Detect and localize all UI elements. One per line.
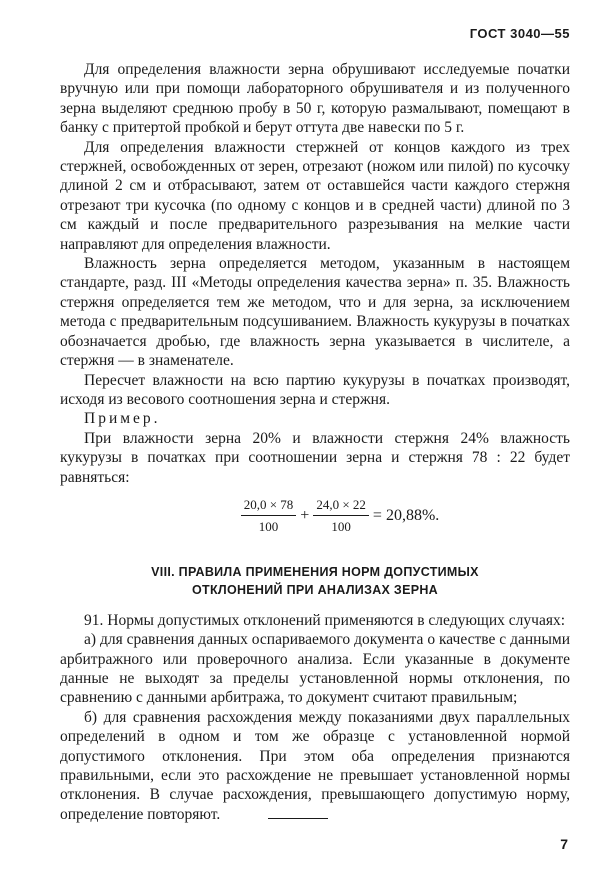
paragraph-cob-moisture: Для определения влажности стержней от концов каждого из трех стержней, освобожденных от зерен, отрезают (ножом или пилой) по кусочку длиной 2 см и отбрасывают, затем от оставшейся части каждого стержня отрезают три кусочка (по одному с концов и в средней части) длиной по 3 см каждый и после предварительного разрезывания на мелкие части направляют для определения влажности. — [60, 138, 570, 253]
page-number: 7 — [560, 836, 568, 852]
formula-fraction-cob — [313, 495, 369, 537]
page-header-standard: ГОСТ 3040—55 — [469, 26, 570, 41]
example-text: При влажности зерна 20% и влажности стержня 24% влажность кукурузы в початках при соотношении зерна и стержня 78 : 22 будет равняться: — [60, 429, 570, 486]
section-heading — [60, 563, 570, 599]
paragraph-recalculation: Пересчет влажности на всю партию кукурузы в початках производят, исходя из весового соотношения зерна и стержня. — [60, 371, 570, 408]
body-text — [60, 60, 570, 824]
footer-rule — [268, 818, 328, 819]
formula-fraction-grain — [241, 495, 297, 537]
formula-denominator-grain: 100 — [258, 519, 279, 535]
paragraph-grain-moisture: Для определения влажности зерна обрушивают исследуемые початки вручную или при помощи лабораторного обрушивателя и из полученного зерна выделяют среднюю пробу в 50 г, которую размалывают, помещают в банку с притертой пробкой и берут оттута две навески по 5 г. — [60, 61, 570, 137]
section-heading-line1: VIII. ПРАВИЛА ПРИМЕНЕНИЯ НОРМ ДОПУСТИМЫХ — [151, 564, 479, 579]
formula-numerator-grain: 20,0 × 78 — [241, 495, 297, 516]
formula-result: = 20,88%. — [372, 507, 440, 525]
formula-denominator-cob: 100 — [331, 519, 351, 535]
formula-numerator-cob: 24,0 × 22 — [313, 495, 369, 516]
example-label: Пример. — [84, 410, 161, 428]
paragraph-91: 91. Нормы допустимых отклонений применяются в следующих случаях: — [84, 611, 566, 629]
section-heading-line2: ОТКЛОНЕНИЙ ПРИ АНАЛИЗАХ ЗЕРНА — [191, 582, 438, 597]
formula-plus: + — [300, 507, 310, 525]
paragraph-method: Влажность зерна определяется методом, указанным в настоящем стандарте, разд. III «Методы определения качества зерна» п. 35. Влажность стержня определяется тем же методом, что и для зерна, за исключением метода с предварительным подсушиванием. Влажность кукурузы в початках обозначается дробью, где влажность зерна указывается в числителе, а стержня — в знаменателе. — [60, 255, 570, 370]
paragraph-item-b: б) для сравнения расхождения между показаниями двух параллельных определений в одном и том же образце с установленной нормой допустимого отклонения. При этом оба определения признаются правильными, если это расхождение не превышает установленной нормы отклонения. В случае расхождения, превышающего допустимую норму, определение повторяют. — [60, 708, 570, 823]
paragraph-item-a: а) для сравнения данных оспариваемого документа о качестве с данными арбитражного или проверочного анализа. Если указанные в документе данные не выходят за пределы установленной нормы отклонения, по сравнению с данными арбитража, то документ считают правильным; — [60, 631, 570, 707]
moisture-formula — [110, 495, 570, 537]
